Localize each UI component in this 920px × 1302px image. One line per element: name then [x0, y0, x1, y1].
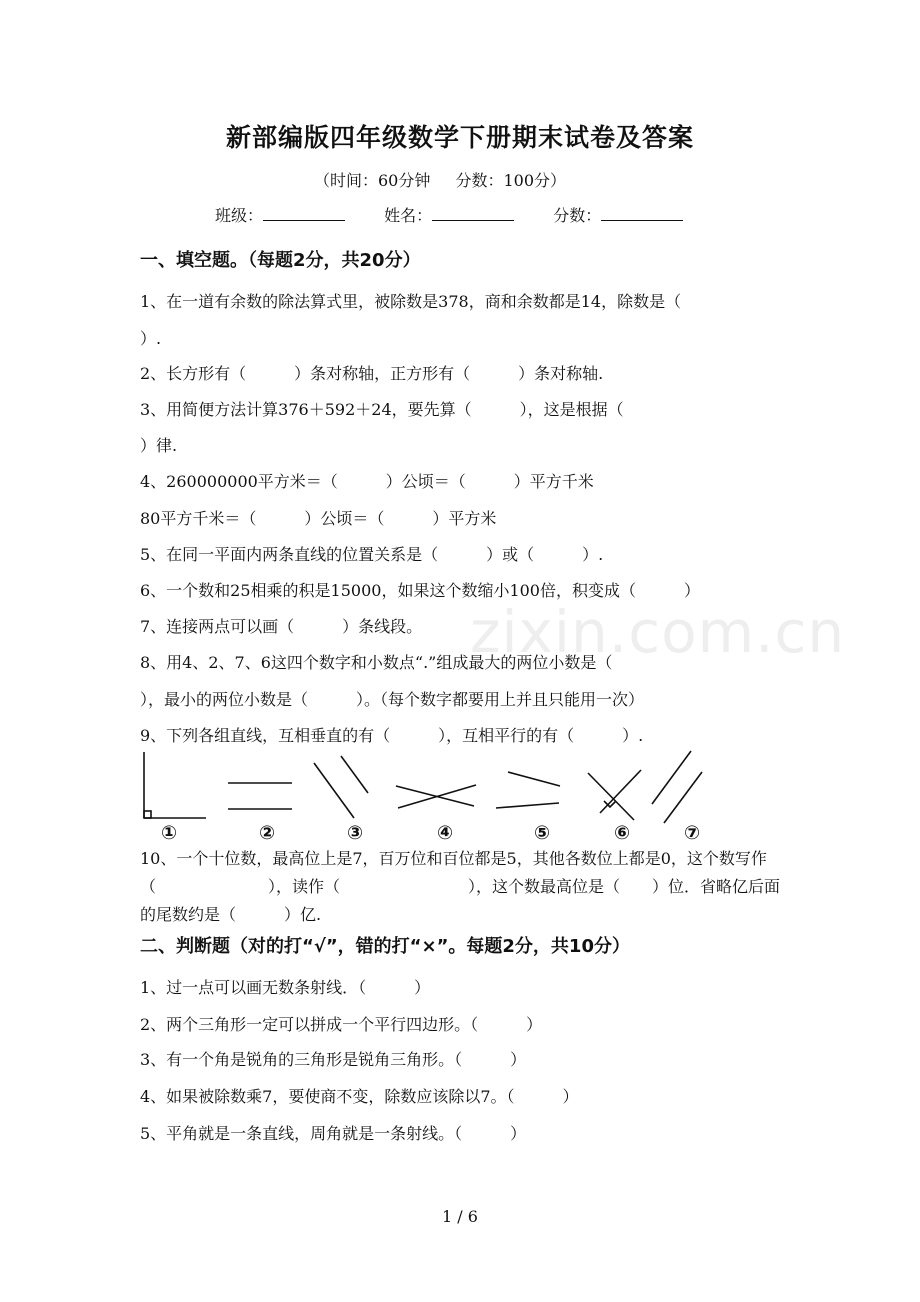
section-1-heading: 一、填空题。（每题2分，共20分） [140, 250, 421, 271]
question-6: 6、一个数和25相乘的积是15000，如果这个数缩小100倍，积变成（ ） [140, 581, 700, 600]
figure-7-line-a [652, 751, 691, 804]
question-8-line-2: ），最小的两位小数是（ ）。（每个数字都要用上并且只能用一次） [140, 690, 645, 709]
question-4-line-2: 80平方千米＝（ ）公顷＝（ ）平方米 [140, 509, 497, 528]
question-9: 9、下列各组直线，互相垂直的有（ ），互相平行的有（ ）. [140, 726, 644, 745]
figure-label-4: ④ [436, 822, 454, 844]
name-label: 姓名： [384, 206, 433, 225]
question-2: 2、长方形有（ ）条对称轴，正方形有（ ）条对称轴. [140, 364, 604, 383]
judge-question-2: 2、两个三角形一定可以拼成一个平行四边形。（ ） [140, 1015, 543, 1034]
question-4-line-1: 4、260000000平方米＝（ ）公顷＝（ ）平方千米 [140, 472, 594, 491]
question-1-line-2: ）. [140, 329, 162, 348]
figure-label-3: ③ [346, 822, 364, 844]
page-title: 新部编版四年级数学下册期末试卷及答案 [225, 123, 694, 152]
figure-5-line-a [508, 772, 560, 786]
judge-question-1: 1、过一点可以画无数条射线．（ ） [140, 978, 431, 997]
class-blank[interactable] [263, 206, 345, 221]
figure-4-line-b [398, 785, 476, 808]
figure-6-line-a [588, 773, 634, 820]
class-field [215, 203, 345, 226]
judge-question-3: 3、有一个角是锐角的三角形是锐角三角形。（ ） [140, 1050, 527, 1069]
line-figures [136, 748, 736, 844]
judge-question-4: 4、如果被除数乘7，要使商不变，除数应该除以7。（ ） [140, 1087, 579, 1106]
score-label: 分数： [553, 206, 602, 225]
right-angle-marker [144, 811, 151, 818]
figure-label-6: ⑥ [613, 822, 631, 844]
figure-label-7: ⑦ [683, 822, 701, 844]
judge-question-5: 5、平角就是一条直线，周角就是一条射线。（ ） [140, 1124, 527, 1143]
page-number: 1 / 6 [442, 1207, 478, 1226]
section-2-heading: 二、判断题（对的打“√”，错的打“×”。每题2分，共10分） [140, 936, 630, 957]
figure-label-1: ① [160, 822, 178, 844]
question-3-line-2: ）律. [140, 436, 178, 455]
watermark: zixin.com.cn [470, 598, 846, 666]
figure-label-5: ⑤ [533, 822, 551, 844]
figure-label-2: ② [258, 822, 276, 844]
exam-subtitle [0, 168, 880, 191]
class-label: 班级： [215, 206, 264, 225]
score-blank[interactable] [601, 206, 683, 221]
figure-5-line-b [496, 803, 559, 808]
time-text: （时间：60分钟 [313, 171, 431, 190]
question-5: 5、在同一平面内两条直线的位置关系是（ ）或（ ）. [140, 545, 604, 564]
total-score-text: 分数：100分） [455, 171, 566, 190]
question-7: 7、连接两点可以画（ ）条线段。 [140, 617, 423, 636]
question-3-line-1: 3、用简便方法计算376＋592＋24，要先算（ ），这是根据（ [140, 400, 624, 419]
question-10: 10、一个十位数，最高位上是7，百万位和百位都是5，其他各数位上都是0，这个数写作（ ），读作（ ），这个数最高位是（ ）位．省略亿后面的尾数约是（ ）亿. [140, 849, 781, 924]
name-field [384, 203, 514, 226]
name-blank[interactable] [432, 206, 514, 221]
figure-3-line-b [341, 756, 368, 793]
student-info [215, 203, 717, 226]
figure-3-line-a [314, 763, 354, 818]
score-field [553, 203, 683, 226]
question-1-line-1: 1、在一道有余数的除法算式里，被除数是378，商和余数都是14，除数是（ [140, 292, 682, 311]
question-8-line-1: 8、用4、2、7、6这四个数字和小数点“.”组成最大的两位小数是（ [140, 653, 613, 672]
